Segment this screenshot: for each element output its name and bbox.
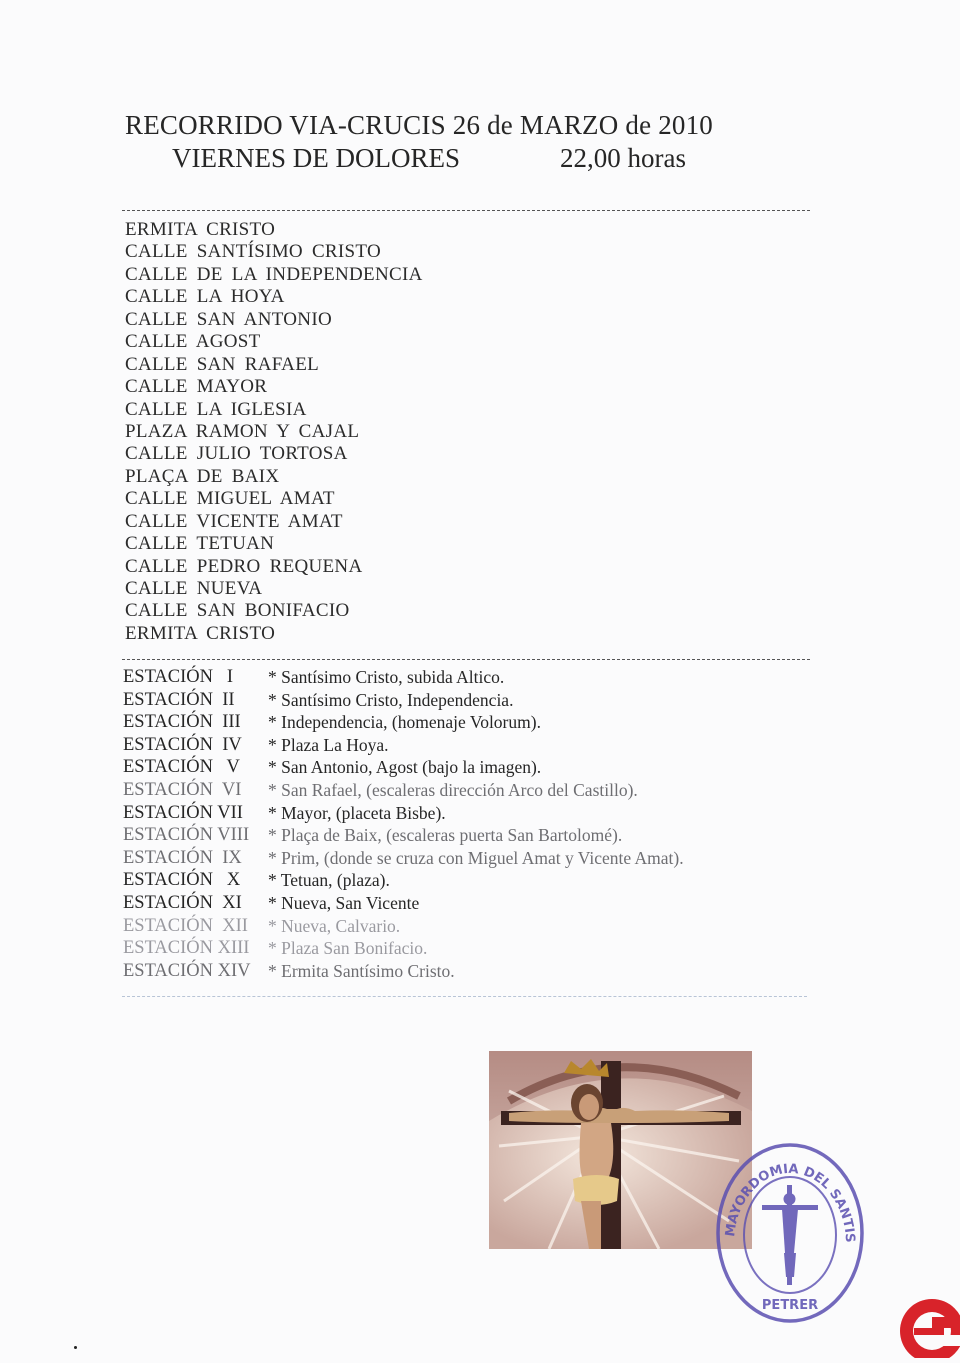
route-street: ERMITA CRISTO <box>125 622 276 644</box>
station-description: * Nueva, San Vicente <box>268 892 420 913</box>
station-description: * Ermita Santísimo Cristo. <box>268 960 455 981</box>
subtitle-text: VIERNES DE DOLORES <box>172 143 460 173</box>
route-street: CALLE TETUAN <box>125 533 275 555</box>
station-description: * Santísimo Cristo, Independencia. <box>268 689 514 710</box>
seal-icon <box>712 1135 868 1325</box>
station-row <box>123 892 420 915</box>
route-street: CALLE SANTÍSIMO CRISTO <box>125 241 381 263</box>
route-street: CALLE LA IGLESIA <box>125 398 307 420</box>
station-description: * Independencia, (homenaje Volorum). <box>268 712 541 733</box>
station-label: ESTACIÓN XIII <box>123 938 250 959</box>
station-label: ESTACIÓN XI <box>123 892 242 913</box>
station-row <box>123 779 638 802</box>
station-label: ESTACIÓN XII <box>123 915 248 936</box>
station-label: ESTACIÓN II <box>123 689 235 710</box>
station-description: * San Rafael, (escaleras dirección Arco del Castillo). <box>268 779 638 800</box>
route-street-list <box>125 219 423 645</box>
route-street: CALLE DE LA INDEPENDENCIA <box>125 263 423 285</box>
route-street: CALLE NUEVA <box>125 578 263 599</box>
station-row <box>123 666 505 689</box>
seal-text-top: MAYORDOMIA DEL SANTIS <box>723 1161 858 1244</box>
station-row <box>123 847 684 870</box>
route-street: CALLE PEDRO REQUENA <box>125 555 363 577</box>
route-street: CALLE MAYOR <box>125 376 268 398</box>
document-subtitle <box>172 143 686 174</box>
event-time: 22,00 horas <box>560 143 686 173</box>
route-street: CALLE MIGUEL AMAT <box>125 488 335 510</box>
station-row <box>123 869 390 892</box>
route-street: CALLE SAN RAFAEL <box>125 353 320 375</box>
scan-speck <box>74 1346 77 1349</box>
station-row <box>123 734 389 757</box>
station-row <box>123 756 542 779</box>
route-street: CALLE SAN ANTONIO <box>125 308 332 330</box>
station-label: ESTACIÓN I <box>123 667 234 687</box>
divider-top <box>122 210 810 211</box>
station-row <box>123 937 428 960</box>
station-label: ESTACIÓN V <box>123 757 240 778</box>
station-label: ESTACIÓN VIII <box>123 825 250 846</box>
publisher-logo <box>898 1297 960 1358</box>
route-street: CALLE SAN BONIFACIO <box>125 600 350 622</box>
station-description: * Mayor, (placeta Bisbe). <box>268 802 446 823</box>
station-row <box>123 824 623 847</box>
divider-bottom <box>122 996 807 997</box>
station-label: ESTACIÓN IX <box>123 847 242 868</box>
station-description: * Santísimo Cristo, subida Altico. <box>268 667 505 687</box>
station-description: * Plaza La Hoya. <box>268 734 389 755</box>
station-row <box>123 689 514 712</box>
station-description: * Tetuan, (plaza). <box>268 870 390 891</box>
organization-seal <box>712 1135 868 1325</box>
station-row <box>123 802 446 825</box>
route-street: CALLE LA HOYA <box>125 286 285 308</box>
route-street: PLAZA RAMON Y CAJAL <box>125 420 360 442</box>
document-title: RECORRIDO VIA-CRUCIS 26 de MARZO de 2010 <box>125 110 714 140</box>
station-description: * Plaça de Baix, (escaleras puerta San Bartolomé). <box>268 825 623 846</box>
route-street: PLAÇA DE BAIX <box>125 465 280 487</box>
route-street: CALLE JULIO TORTOSA <box>125 443 348 465</box>
station-description: * Nueva, Calvario. <box>268 915 401 936</box>
route-street: CALLE AGOST <box>125 331 261 353</box>
seal-text-bottom: PETRER <box>761 1298 819 1313</box>
station-description: * Prim, (donde se cruza con Miguel Amat y Vicente Amat). <box>268 847 684 868</box>
station-label: ESTACIÓN XIV <box>123 960 251 981</box>
station-row <box>123 960 455 983</box>
station-row <box>123 915 401 938</box>
publisher-logo-icon <box>898 1297 960 1358</box>
station-label: ESTACIÓN IV <box>123 734 242 755</box>
station-label: ESTACIÓN VI <box>123 779 242 800</box>
station-label: ESTACIÓN III <box>123 712 241 733</box>
station-list <box>123 666 684 982</box>
divider-middle <box>122 659 810 660</box>
route-street: CALLE VICENTE AMAT <box>125 510 343 532</box>
station-label: ESTACIÓN VII <box>123 802 243 823</box>
station-label: ESTACIÓN X <box>123 870 241 891</box>
station-description: * Plaza San Bonifacio. <box>268 938 428 959</box>
route-street: ERMITA CRISTO <box>125 219 276 240</box>
station-description: * San Antonio, Agost (bajo la imagen). <box>268 757 542 778</box>
station-row <box>123 711 541 734</box>
